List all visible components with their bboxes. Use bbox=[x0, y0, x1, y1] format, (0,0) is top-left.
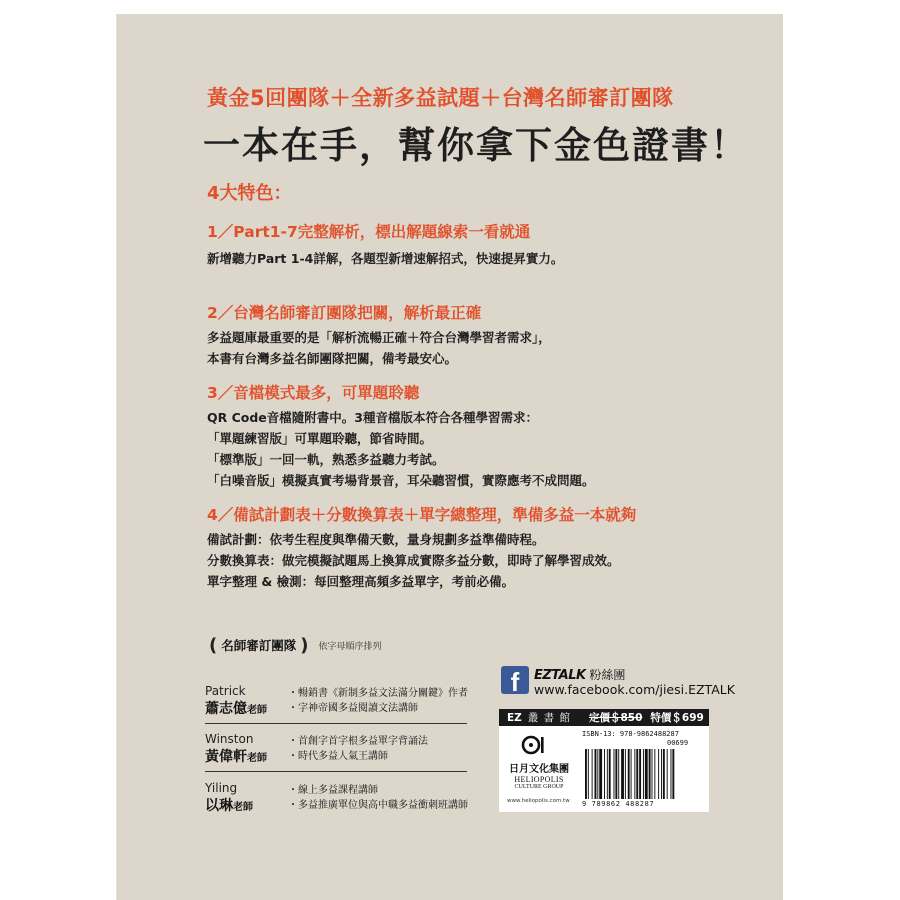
member-title-suffix: 老師 bbox=[233, 802, 253, 813]
barcode-bar bbox=[614, 749, 615, 799]
barcode-bar bbox=[636, 749, 638, 799]
feature-1 bbox=[207, 220, 563, 269]
feature-4-line-2: 分數換算表：做完模擬試題馬上換算成實際多益分數，即時了解學習成效。 bbox=[207, 553, 620, 568]
team-note: 依字母順序排列 bbox=[318, 641, 382, 652]
barcode-bar bbox=[618, 749, 619, 799]
team-heading bbox=[205, 635, 382, 655]
member-credential: ・時代多益人氣王講師 bbox=[288, 751, 388, 762]
publisher-en-name: HELIOPOLIS bbox=[514, 775, 564, 784]
member-credential: ・字神帝國多益閱讀文法講師 bbox=[288, 703, 418, 714]
price-bar bbox=[499, 709, 709, 726]
feature-3-line-3: 「標準版」一回一軌，熟悉多益聽力考試。 bbox=[207, 452, 445, 467]
member-divider bbox=[205, 723, 467, 724]
member-divider bbox=[205, 771, 467, 772]
facebook-icon[interactable]: f bbox=[501, 666, 529, 694]
barcode-bar bbox=[672, 749, 674, 799]
price-code: 00699 bbox=[667, 739, 689, 747]
feature-1-body bbox=[207, 248, 563, 269]
book-back-cover bbox=[117, 14, 783, 900]
member-en-name: Yiling bbox=[205, 781, 238, 795]
barcode-bar bbox=[604, 749, 605, 799]
feature-4-line-3: 單字整理 & 檢測：每回整理高頻多益單字，考前必備。 bbox=[207, 574, 515, 589]
barcode-bar bbox=[671, 749, 672, 799]
member-title-suffix: 老師 bbox=[247, 705, 267, 716]
member-credential: ・首創字首字根多益單字背誦法 bbox=[288, 736, 428, 747]
feature-4-line-1: 備試計劃：依考生程度與準備天數，量身規劃多益準備時程。 bbox=[207, 532, 545, 547]
publisher-logo bbox=[509, 734, 569, 790]
member-credentials bbox=[288, 783, 468, 813]
feature-3-line-4: 「白噪音版」模擬真實考場背景音，耳朵聽習慣，實際應考不成問題。 bbox=[207, 473, 595, 488]
barcode-bar bbox=[652, 749, 653, 799]
team-member-winston bbox=[205, 732, 465, 766]
feature-2-line-2: 本書有台灣多益名師團隊把關，備考最安心。 bbox=[207, 351, 458, 366]
feature-2-title: 2／台灣名師審訂團隊把關，解析最正確 bbox=[207, 304, 482, 322]
barcode-bar bbox=[667, 749, 668, 799]
headline-main: 一本在手，幫你拿下金色證書！ bbox=[203, 124, 749, 167]
barcode-bar bbox=[643, 749, 644, 799]
publisher-name: 日月文化集團 bbox=[509, 764, 569, 775]
barcode-bar bbox=[609, 749, 611, 799]
barcode-bar bbox=[639, 749, 641, 799]
isbn-box bbox=[499, 726, 709, 812]
publisher-url: www.heliopolis.com.tw bbox=[507, 798, 570, 804]
barcode-bar bbox=[597, 749, 598, 799]
barcode-bar bbox=[592, 749, 593, 799]
feature-2 bbox=[207, 301, 551, 369]
features-heading: 4大特色： bbox=[207, 183, 292, 204]
feature-3-line-1: QR Code音檔隨附書中。3種音檔版本符合各種學習需求： bbox=[207, 410, 538, 425]
feature-1-title: 1／Part1-7完整解析，標出解題線索一看就通 bbox=[207, 223, 531, 241]
barcode-bar bbox=[607, 749, 608, 799]
isbn-label: ISBN-13: 978-9862488287 bbox=[582, 730, 679, 738]
feature-2-body bbox=[207, 327, 551, 369]
member-title-suffix: 老師 bbox=[247, 753, 267, 764]
publisher-en-sub: CULTURE GROUP bbox=[514, 784, 564, 790]
eztalk-fanpage-label bbox=[534, 666, 625, 683]
barcode-bar bbox=[661, 749, 662, 799]
imprint-logo: EZ bbox=[507, 711, 522, 724]
headline-tagline: 黃金5回團隊＋全新多益試題＋台灣名師審訂團隊 bbox=[207, 86, 674, 110]
team-title: 名師審訂團隊 bbox=[221, 638, 297, 653]
barcode-bar bbox=[628, 749, 630, 799]
barcode bbox=[584, 749, 702, 799]
barcode-bar bbox=[599, 749, 602, 799]
sale-price: 特價＄699 bbox=[650, 712, 704, 724]
feature-4-title: 4／備試計劃表＋分數換算表＋單字總整理，準備多益一本就夠 bbox=[207, 506, 637, 524]
member-credentials bbox=[288, 734, 428, 764]
barcode-digits: 9 789862 488287 bbox=[582, 800, 655, 808]
feature-3-title: 3／音檔模式最多，可單題聆聽 bbox=[207, 384, 420, 402]
feature-3 bbox=[207, 381, 595, 491]
eztalk-logo: EZTALK bbox=[534, 668, 586, 683]
member-cn-name-text: 以琳 bbox=[205, 798, 233, 814]
barcode-bar bbox=[631, 749, 632, 799]
team-bracket-close: ) bbox=[300, 634, 309, 656]
barcode-bar bbox=[649, 749, 651, 799]
barcode-bar bbox=[595, 749, 597, 799]
team-bracket-open: ( bbox=[209, 634, 218, 656]
member-cn-name-text: 蕭志億 bbox=[205, 701, 247, 717]
barcode-bar bbox=[663, 749, 665, 799]
facebook-url[interactable]: www.facebook.com/jiesi.EZTALK bbox=[534, 682, 735, 697]
fanpage-text: 粉絲團 bbox=[589, 668, 626, 682]
barcode-bar bbox=[654, 749, 655, 799]
member-cn-name-text: 黃偉軒 bbox=[205, 749, 247, 765]
barcode-bar bbox=[634, 749, 635, 799]
member-credentials bbox=[288, 686, 468, 716]
feature-1-line-1: 新增聽力Part 1-4詳解，各題型新增速解招式，快速提昇實力。 bbox=[207, 251, 564, 266]
member-credential: ・多益推廣單位與高中職多益衝刺班講師 bbox=[288, 800, 468, 811]
member-credential: ・線上多益課程講師 bbox=[288, 785, 378, 796]
imprint-name: 叢 書 館 bbox=[527, 712, 571, 724]
barcode-bar bbox=[645, 749, 648, 799]
team-member-yiling bbox=[205, 781, 468, 815]
barcode-bar bbox=[615, 749, 617, 799]
barcode-bar bbox=[625, 749, 626, 799]
barcode-bar bbox=[658, 749, 659, 799]
feature-3-body bbox=[207, 407, 595, 491]
member-en-name: Winston bbox=[205, 732, 254, 746]
feature-2-line-1: 多益題庫最重要的是「解析流暢正確＋符合台灣學習者需求」， bbox=[207, 330, 551, 345]
feature-3-line-2: 「單題練習版」可單題聆聽，節省時間。 bbox=[207, 431, 433, 446]
sun-moon-icon bbox=[521, 734, 557, 756]
list-price: 定價＄850 bbox=[588, 712, 643, 724]
barcode-bar bbox=[588, 749, 589, 799]
feature-4 bbox=[207, 503, 636, 592]
team-member-patrick bbox=[205, 684, 468, 718]
feature-4-body bbox=[207, 529, 636, 592]
member-credential: ・暢銷書《新制多益文法滿分關鍵》作者 bbox=[288, 688, 468, 699]
member-en-name: Patrick bbox=[205, 684, 246, 698]
barcode-bar bbox=[621, 749, 624, 799]
barcode-bar bbox=[585, 749, 587, 799]
